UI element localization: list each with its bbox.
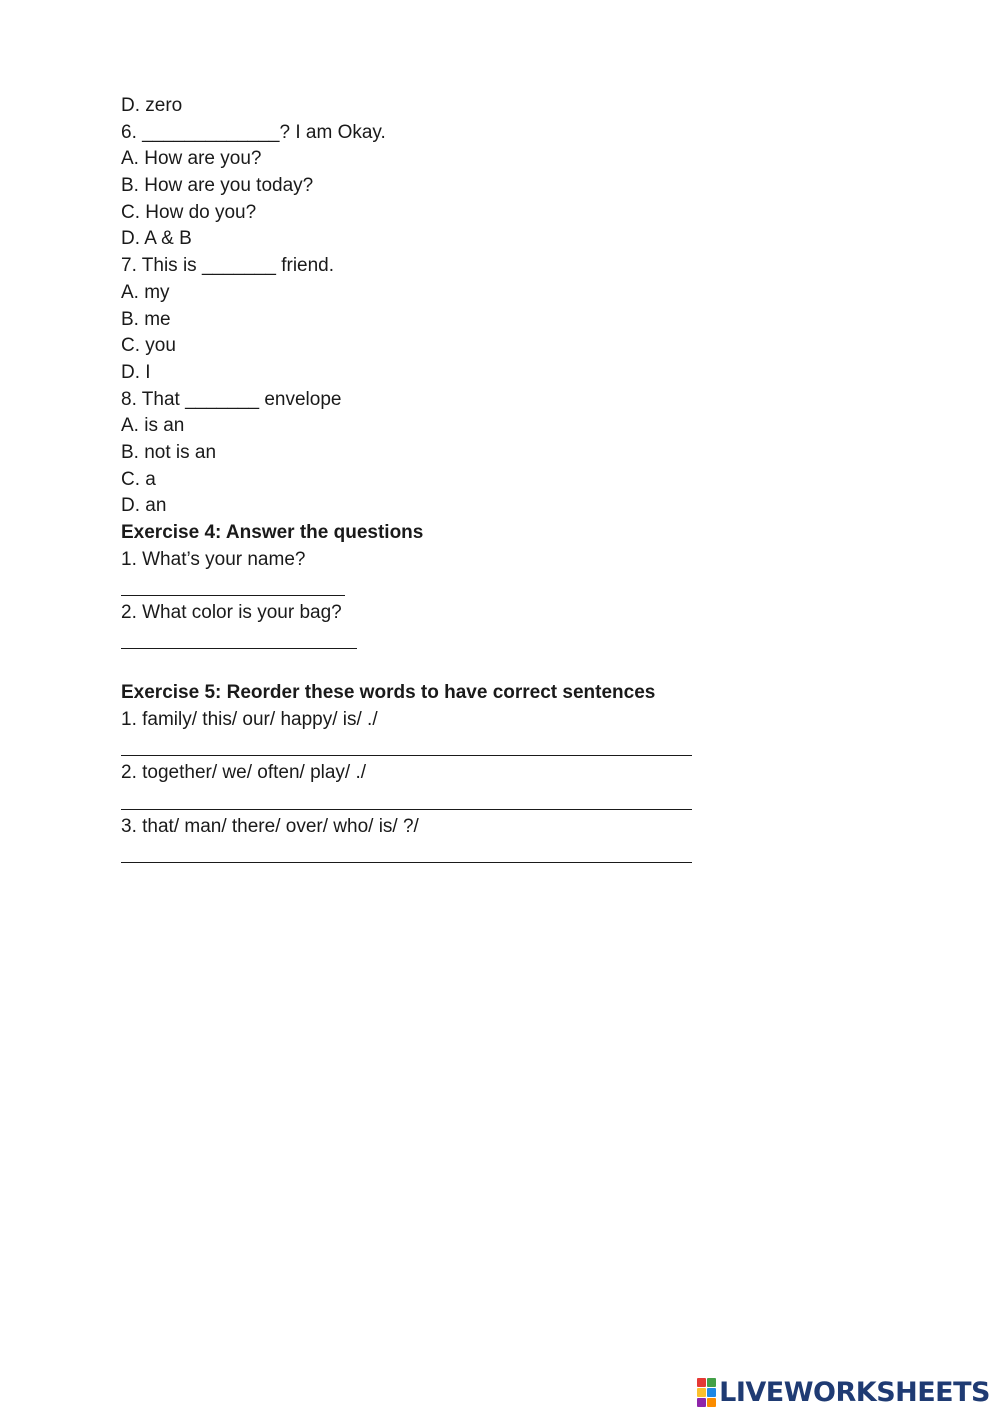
worksheet-line: 3. that/ man/ there/ over/ who/ is/ ?/ bbox=[121, 815, 419, 837]
question-text-after: ? I am Okay. bbox=[279, 121, 386, 143]
exercise-heading: Exercise 5: Reorder these words to have correct sentences bbox=[121, 682, 656, 704]
liveworksheets-logo bbox=[697, 1377, 990, 1407]
answer-line[interactable] bbox=[121, 840, 741, 867]
answer-rule bbox=[121, 862, 692, 863]
worksheet-line: D. I bbox=[121, 361, 151, 383]
answer-rule bbox=[121, 648, 357, 649]
worksheet-line: A. is an bbox=[121, 415, 185, 437]
logo-square bbox=[697, 1398, 706, 1407]
answer-line[interactable] bbox=[121, 573, 741, 600]
fill-in-blank[interactable]: _______ bbox=[185, 388, 260, 410]
question-with-blank bbox=[121, 253, 741, 280]
fill-in-blank[interactable]: _____________ bbox=[142, 121, 280, 143]
worksheet-line: A. my bbox=[121, 281, 170, 303]
worksheet-line: C. you bbox=[121, 335, 176, 357]
question-text-after: friend. bbox=[275, 255, 335, 277]
worksheet-line: 2. together/ we/ often/ play/ ./ bbox=[121, 762, 367, 784]
question-text-after: envelope bbox=[259, 388, 342, 410]
logo-square bbox=[697, 1388, 706, 1397]
liveworksheets-brand: LIVEWORKSHEETS bbox=[719, 1376, 990, 1408]
question-with-blank bbox=[121, 120, 741, 147]
answer-line[interactable] bbox=[121, 734, 741, 761]
question-text-before: 7. This is bbox=[121, 255, 202, 277]
answer-rule bbox=[121, 755, 692, 756]
worksheet-line: B. me bbox=[121, 308, 171, 330]
fill-in-blank[interactable]: _______ bbox=[201, 255, 276, 277]
question-text-before: 6. bbox=[121, 121, 143, 143]
answer-line[interactable] bbox=[121, 787, 741, 814]
worksheet-line: A. How are you? bbox=[121, 148, 262, 170]
worksheet-line: B. not is an bbox=[121, 441, 217, 463]
section-spacer bbox=[121, 653, 741, 680]
logo-square bbox=[707, 1378, 716, 1387]
question-text-before: 8. That bbox=[121, 388, 186, 410]
exercise-heading: Exercise 4: Answer the questions bbox=[121, 522, 424, 543]
answer-rule bbox=[121, 809, 692, 810]
worksheet-content bbox=[121, 93, 741, 867]
logo-square bbox=[707, 1388, 716, 1397]
worksheet-line: D. A & B bbox=[121, 228, 192, 250]
worksheet-line: 1. family/ this/ our/ happy/ is/ ./ bbox=[121, 708, 378, 730]
answer-rule bbox=[121, 595, 345, 596]
worksheet-line: C. How do you? bbox=[121, 201, 257, 223]
worksheet-line: 2. What color is your bag? bbox=[121, 602, 342, 624]
logo-square bbox=[697, 1378, 706, 1387]
worksheet-line: 1. What’s your name? bbox=[121, 548, 306, 570]
logo-square bbox=[707, 1398, 716, 1407]
worksheet-line: C. a bbox=[121, 468, 156, 490]
worksheet-line: D. an bbox=[121, 495, 167, 517]
worksheet-line: B. How are you today? bbox=[121, 175, 314, 197]
worksheet-line: D. zero bbox=[121, 95, 183, 116]
question-with-blank bbox=[121, 387, 741, 414]
liveworksheets-logo-mark-icon bbox=[697, 1378, 716, 1407]
answer-line[interactable] bbox=[121, 627, 741, 654]
